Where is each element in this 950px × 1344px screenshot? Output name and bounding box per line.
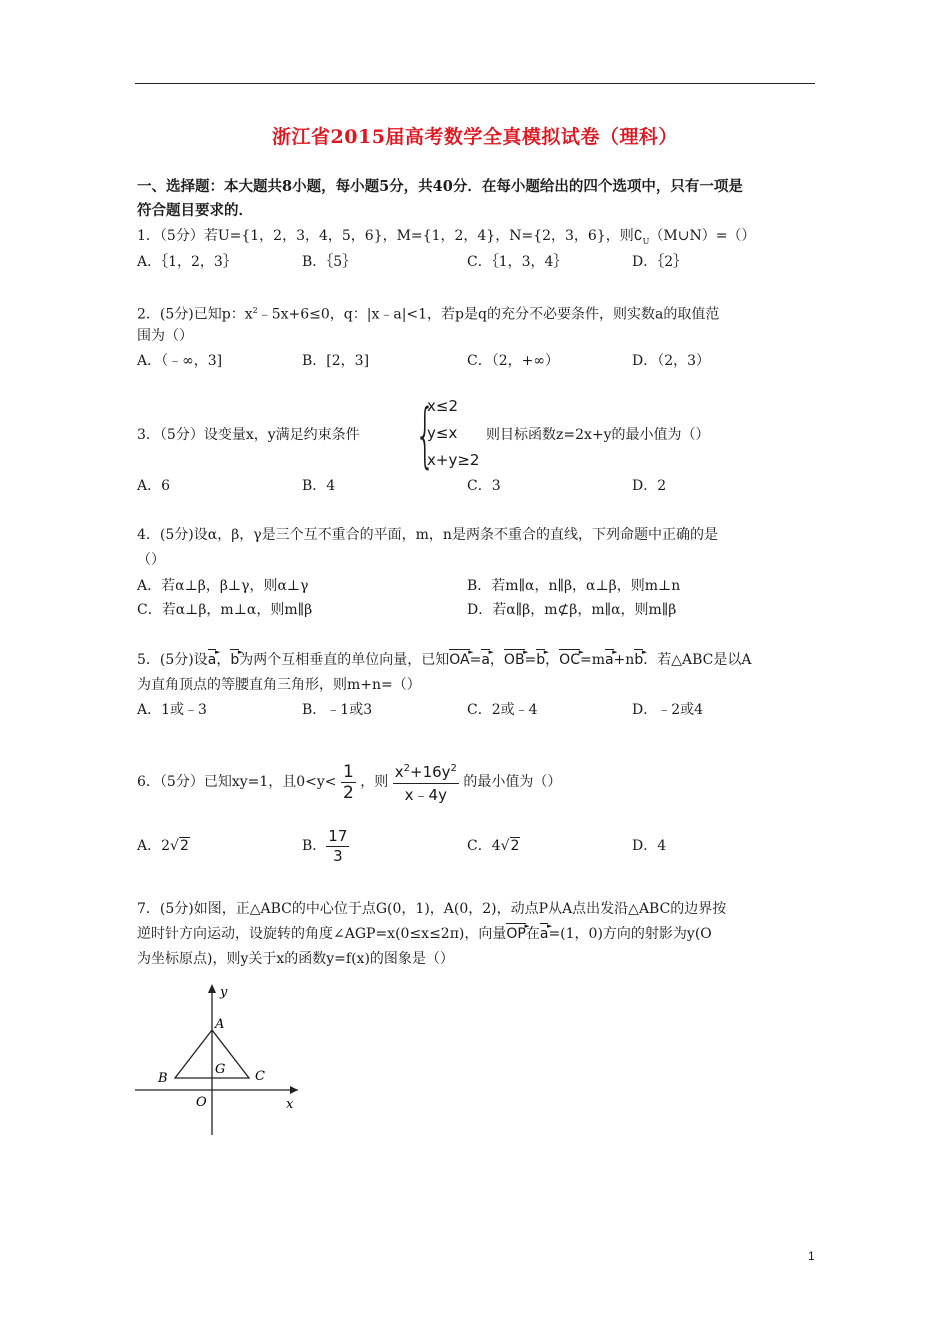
y-axis-label: y xyxy=(220,985,228,1000)
label-b: B xyxy=(158,1071,168,1086)
question-5-line2: 为直角顶点的等腰直角三角形，则m+n=（） xyxy=(137,677,421,693)
q6-option-b: B． $\frac{17}{3}$ xyxy=(302,826,348,865)
vector-a-3: a ► xyxy=(605,650,614,670)
q4-option-c: C．若α⊥β，m⊥α，则m∥β xyxy=(137,602,313,618)
q5-option-c: C．2或﹣4 xyxy=(467,702,538,718)
vector-a-2: a ► xyxy=(481,650,490,670)
vector-b: b ► xyxy=(230,650,239,670)
fraction-17-3: $\frac{17}{3}$ xyxy=(328,826,348,865)
q1-option-c: C．｛1，3，4｝ xyxy=(467,254,568,270)
question-4-line2: （） xyxy=(137,552,165,568)
constraint-2: y≤x xyxy=(427,424,458,442)
q5-option-a: A．1或﹣3 xyxy=(137,702,207,718)
q4-option-a: A．若α⊥β，β⊥γ，则α⊥γ xyxy=(137,578,309,594)
q2-option-d: D．（2，3） xyxy=(632,353,711,369)
question-7-line3: 为坐标原点)，则y关于x的函数y=f(x)的图象是（） xyxy=(137,951,454,967)
q3-option-a: A．6 xyxy=(137,478,171,494)
section-header-line2: 符合题目要求的． xyxy=(137,202,253,219)
question-1-stem: 1．（5分）若U={1，2，3，4，5，6}，M={1，2，4}，N={2，3，6}，则$∁_U(M\cup N)=()$ xyxy=(137,228,756,246)
question-4-line1: 4．(5分)设α，β，γ是三个互不重合的平面，m，n是两条不重合的直线，下列命题中正确的是 xyxy=(137,527,718,543)
sqrt-icon-2: √2 xyxy=(500,838,520,854)
question-3-stem-end: 则目标函数z=2x+y的最小值为（） xyxy=(486,427,710,443)
q3-option-d: D．2 xyxy=(632,478,667,494)
q5-option-d: D．﹣2或4 xyxy=(632,702,704,718)
q2-option-a: A．（﹣∞，3] xyxy=(137,353,223,369)
fraction-one-half: $\frac{1}{2}$ xyxy=(343,761,354,803)
vector-oc: OC ► xyxy=(559,650,580,670)
question-2-line2: 围为（） xyxy=(137,328,193,344)
q6-option-a: A．2√2 xyxy=(137,838,189,854)
constraint-1: x≤2 xyxy=(427,397,458,415)
label-g: G xyxy=(215,1062,226,1077)
label-o: O xyxy=(196,1095,207,1110)
section-header-line1: 一、选择题：本大题共8小题，每小题5分，共40分．在每小题给出的四个选项中，只有一项是 xyxy=(137,178,743,195)
constraint-system xyxy=(415,395,485,475)
q4-option-d: D．若α∥β，m⊄β，m∥α，则m∥β xyxy=(467,602,677,618)
q3-option-b: B．4 xyxy=(302,478,336,494)
q1-option-a: A．｛1，2，3｝ xyxy=(137,254,237,270)
q4-option-b: B．若m∥α，n∥β，α⊥β，则m⊥n xyxy=(467,578,681,594)
brace-icon: { xyxy=(415,394,436,476)
q6-option-d: D．4 xyxy=(632,838,667,854)
q6-option-c: C．4√2 xyxy=(467,838,520,854)
question-6-stem: 6．（5分）已知xy=1，且0<y< $\frac{1}{2}$ ，则 $\frac{x^2+16y^2}{x﹣4y}$ 的最小值为（） xyxy=(137,758,561,806)
fraction-expression: $\frac{x^2+16y^2}{x﹣4y}$ xyxy=(393,758,459,806)
q3-option-c: C．3 xyxy=(467,478,501,494)
question-3-stem: 3．（5分）设变量x，y满足约束条件 xyxy=(137,427,360,443)
vector-b-2: b ► xyxy=(536,650,545,670)
vector-a-4: a ► xyxy=(540,924,549,944)
constraint-3: x+y≥2 xyxy=(427,451,480,469)
vector-a: a ► xyxy=(208,650,217,670)
question-7-line1: 7．(5分)如图，正△ABC的中心位于点G(0，1)，A(0，2)，动点P从A点出发沿△ABC的边界按 xyxy=(137,901,727,917)
y-axis-arrow-icon xyxy=(208,984,216,993)
vector-op: OP ► xyxy=(506,924,525,944)
x-axis-label: x xyxy=(286,1097,294,1112)
vector-oa: OA ► xyxy=(449,650,469,670)
question-5-line1: 5．(5分)设a ►，b ►为两个互相垂直的单位向量，已知OA ►=a ►，OB ►=b ►，OC ►=ma ►+nb ►．若△ABC是以A xyxy=(137,650,751,670)
q1-option-b: B．｛5｝ xyxy=(302,254,357,270)
triangle-coordinate-figure xyxy=(130,980,310,1140)
label-c: C xyxy=(255,1069,265,1084)
q1-option-d: D．｛2｝ xyxy=(632,254,688,270)
page-title: 浙江省2015届高考数学全真模拟试卷（理科） xyxy=(272,126,678,148)
q5-option-b: B．﹣1或3 xyxy=(302,702,373,718)
x-axis-arrow-icon xyxy=(290,1086,298,1094)
label-a: A xyxy=(215,1017,225,1032)
question-2-line1: 2．(5分)已知p：$x^2﹣5x+6\le 0$，q：|x﹣a|<1，若p是q的充分不必要条件，则实数a的取值范 xyxy=(137,306,720,323)
q2-option-b: B．[2，3] xyxy=(302,353,370,369)
question-7-line2: 逆时针方向运动，设旋转的角度∠AGP=x(0≤x≤2π)，向量OP ►在a ►=(1，0)方向的射影为y(O xyxy=(137,924,712,944)
vector-ob: OB ► xyxy=(504,650,525,670)
sqrt-icon: √2 xyxy=(170,838,189,854)
header-rule xyxy=(135,83,815,84)
page-number: 1 xyxy=(808,1249,815,1263)
vector-b-3: b ► xyxy=(634,650,643,670)
q2-option-c: C．（2，+∞） xyxy=(467,353,560,369)
